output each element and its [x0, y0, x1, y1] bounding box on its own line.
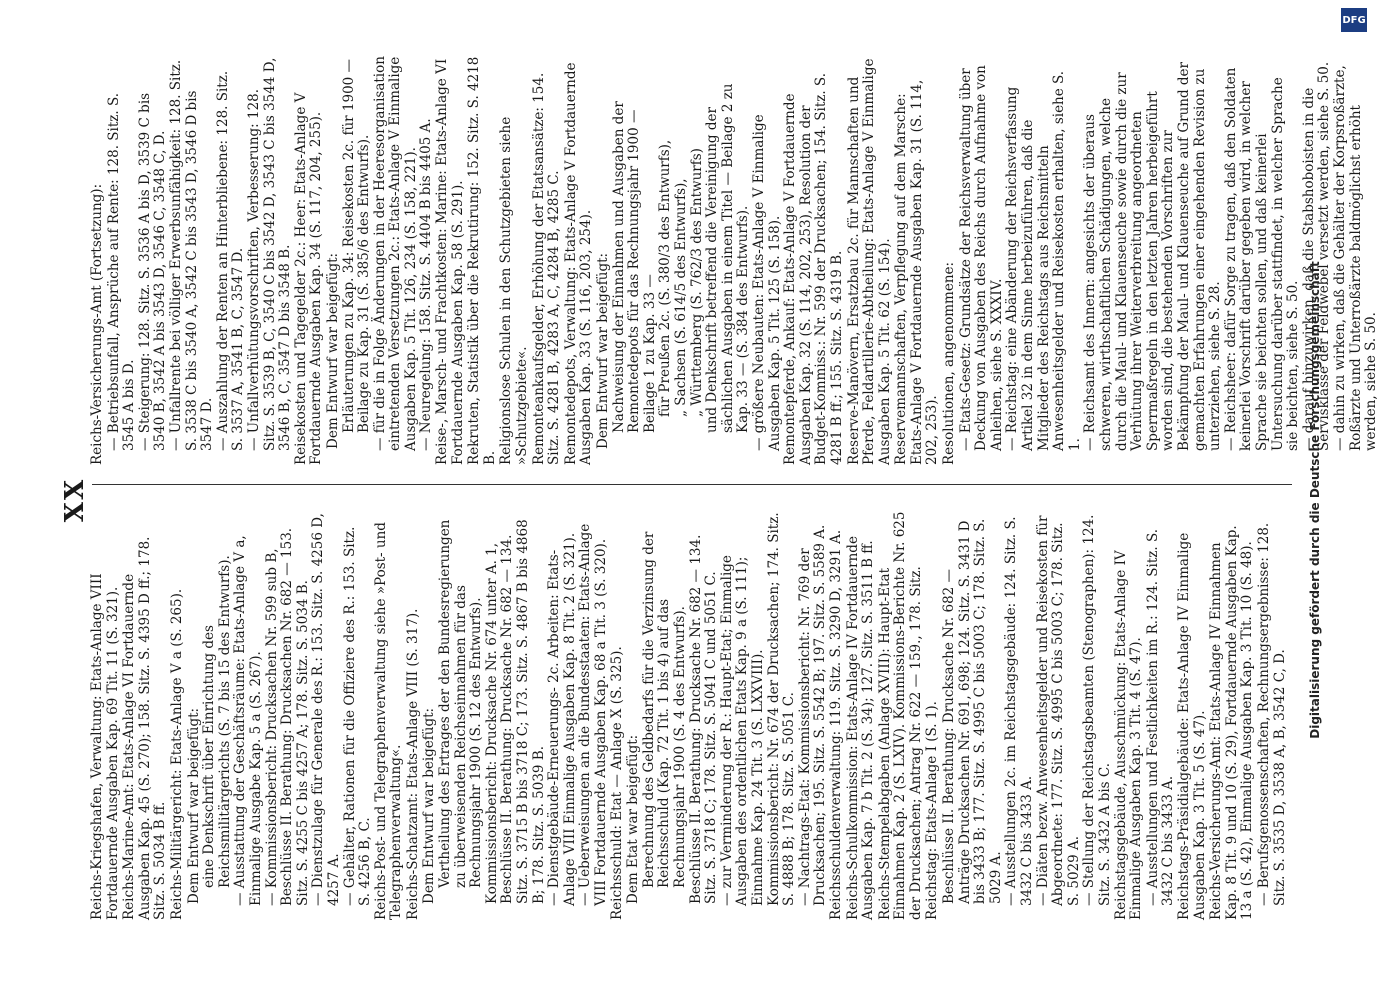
index-entry: — Ausstellungen und Festlichkeiten im R.: 124. Sitz. S. 3432 C bis 3433 A.	[1146, 510, 1177, 920]
right-column	[90, 55, 1380, 465]
page-number: XX	[60, 477, 90, 523]
index-entry: Erläuterungen zu Kap. 34: Reisekosten 2c. für 1900 — Beilage zu Kap. 31 (S. 385/6 des Entwurfs).	[340, 58, 373, 433]
index-entry: — Ausstellungen 2c. im Reichstagsgebäude: 124. Sitz. S. 3432 C bis 3433 A.	[1004, 510, 1035, 920]
index-entry: — Unfallverhütungsvorschriften, Verbesserung: 128. Sitz. S. 3539 B, C, 3540 C bis 3542 D, 3543 C bis 3544 D, 3546 B, C, 3547 D bis 3548 B.	[247, 55, 294, 465]
index-entry: Remontedepots, Verwaltung: Etats-Anlage V Fortdauernde Ausgaben Kap. 33 (S. 116, 203, 254).	[562, 62, 595, 465]
index-entry: — Etats-Gesetz: Grundsätze der Reichsverwaltung über Deckung von Ausgaben des Reichs durch Aufnahme von Anleihen, siehe S. XXXIV.	[959, 55, 1006, 465]
index-entry: Dem Entwurf war beigefügt:	[185, 707, 202, 904]
index-entry: Dem Entwurf war beigefügt:	[421, 707, 438, 904]
index-entry: Reichsschuldenverwaltung: 119. Sitz. S. 3290 D, 3291 A.	[827, 529, 844, 920]
index-entry: Religionslose Schulen in den Schutzgebieten siehe »Schutzgebiete«.	[498, 116, 531, 465]
index-entry: eine Denkschrift über Einrichtung des Reichsmilitärgerichts (S. 7 bis 15 des Entwurfs).	[201, 555, 233, 888]
index-entry: — für die in Folge Änderungen in der Heeresorganisation eintretenden Versetzungen 2c.: Etats-Anlage V Einmalige Ausgaben Kap. 5 Tit. 126, 234 (S. 158, 221).	[373, 55, 420, 465]
index-entry: — Reichsheer: dafür Sorge zu tragen, daß den Soldaten keinerlei Vorschrift darüber gegeben wird, in welcher Sprache sie beichten sollen, und daß keinerlei Untersuchung darüber stattfindet, in welcher Sprache sie beichten, siehe S. 50.	[1224, 55, 1302, 465]
index-entry: Rekruten, Statistik über die Rekrutirung: 152. Sitz. S. 4218 B.	[466, 56, 498, 465]
index-entry: Kommissionsbericht: Drucksache Nr. 674 unter A. 1, Beschlüsse II. Berathung: Drucksache Nr. 682 — 134. Sitz. S. 3715 B bis 3718 C; 173. Sitz. S. 4867 B bis 4868 B; 178. Sitz. S. 5039 B.	[483, 519, 547, 904]
index-entry: Dem Etat war beigefügt:	[625, 734, 642, 904]
index-entry: — Neuregelung: 158. Sitz. S. 4404 B bis 4405 A.	[419, 55, 435, 465]
index-entry: Reservemannschaften, Verpflegung auf dem Marsche: Etats-Anlage V Fortdauernde Ausgaben Kap. 31 (S. 114, 202, 253).	[893, 79, 941, 465]
index-entry: Reichs-Versicherungs-Amt (Fortsetzung):	[89, 183, 105, 465]
index-entry: Reichs-Marine-Amt: Etats-Anlage VI Fortdauernde Ausgaben Kap. 45 (S. 270); 158. Sitz. S. 4395 D ff.; 178. Sitz. S. 5034 B ff.	[121, 536, 169, 920]
index-entry: — größere Neubauten: Etats-Anlage V Einmalige Ausgaben Kap. 5 Tit. 125 (S. 158).	[752, 55, 783, 465]
index-entry: für Preußen 2c. (S. 380/3 des Entwurfs),	[657, 139, 674, 417]
index-entry: — Ausstattung der Geschäftsräume: Etats-Anlage V a, Einmalige Ausgabe Kap. 5 a (S. 267).	[233, 510, 264, 920]
index-entry: — Diäten bezw. Anwesenheitsgelder und Reisekosten für Abgeordnete: 177. Sitz. S. 4995 C bis 5003 C; 178. Sitz. S. 5029 A.	[1036, 510, 1083, 920]
left-column	[90, 510, 1288, 920]
index-entry: Reichstag: Etats-Anlage I (S. 1).	[924, 701, 941, 920]
index-entry: Reichs-Kriegshafen, Verwaltung: Etats-Anlage VIII Fortdauernde Ausgaben Kap. 69 Tit. 11 (S. 321).	[89, 573, 121, 920]
index-entry: — dahin zu wirken, daß die Gehälter der Korpsroßärzte, Roßärzte und Unterroßärzte baldmöglichst erhöht werden, siehe S. 50.	[1333, 55, 1380, 465]
index-entry: Reichs-Schatzamt: Etats-Anlage VIII (S. 317).	[404, 608, 421, 920]
index-entry: Beschlüsse II. Berathung: Drucksache Nr. 682 — 134. Sitz. S. 3718 C; 178. Sitz. S. 5041 C und 5051 C.	[687, 534, 720, 904]
index-entry: Reichs-Versicherungs-Amt: Etats-Anlage IV Einnahmen Kap. 8 Tit. 9 und 10 (S. 29), Fortdauernde Ausgaben Kap. 13 a (S. 42), Einmalige Ausgaben Kap. 3 Tit. 10 (S. 48).	[1208, 525, 1256, 920]
dfg-logo	[1343, 0, 1379, 40]
index-entry: — Auszahlung der Renten an Hinterbliebene: 128. Sitz. S. 3537 A, 3541 B, C, 3547 D.	[216, 55, 247, 465]
index-entry: Beschlüsse II. Berathung: Drucksache Nr. 682 — Anträge Drucksachen Nr. 691, 698; 124. Sitz. S. 3431 D bis 3433 B; 177. Sitz. S. 4995 C bis 5003 C; 178. Sitz. S. 5029 A.	[941, 518, 1004, 904]
index-entry: Reichstags-Präsidialgebäude: Etats-Anlage IV Einmalige Ausgaben Kap. 3 Tit. 5 (S. 47).	[1175, 532, 1208, 920]
index-entry: — Reichstag: eine Abänderung der Reichsverfassung Artikel 32 in dem Sinne herbeizuführen, daß die Mitglieder des Reichstags aus Reichsmitteln Anwesenheitsgelder und Reisekosten erhalten, siehe S. 1.	[1005, 55, 1083, 465]
index-entry: Reichs-Stempelabgaben (Anlage XVIII): Haupt-Etat Einnahmen Kap. 2 (S. LXIV). Kommissions-Berichte Nr. 625 der Drucksachen; Antrag Nr. 622 — 159., 178. Sitz.	[876, 511, 924, 920]
index-entry: — Reichsamt des Innern: angesichts der überaus schweren, wirthschaftlichen Schädigungen, welche durch die Maul- und Klauenseuche sowie durch die zur Verhütung ihrer Weiterverbreitung angeordneten Sperrmaßregeln in den letzten Jahren herbeigeführt worden sind, die bestehenden Vorschriften zur Bekämpfung der Maul- und Klauenseuche auf Grund der gemachten Erfahrungen einer eingehenden Revision zu unterziehen, siehe S. 28.	[1083, 55, 1223, 465]
index-entry: — Nachtrags-Etat: Kommissionsbericht: Nr. 769 der Drucksachen; 195. Sitz. S. 5542 B; 197. Sitz. S. 5589 A.	[798, 510, 829, 920]
index-entry: Resolutionen, angenommene:	[941, 261, 958, 465]
index-entry: — zur Verminderung der R.: Haupt-Etat; Einmalige Ausgaben des ordentlichen Etats Kap. 9 a (S. 111); Einnahme Kap. 24 Tit. 3 (S. LXXVIII). Kommissionsbericht: Nr. 674 der Drucksachen; 174. Sitz. S. 4888 B; 178. Sitz. S. 5051 C.	[720, 510, 798, 920]
index-entry: Berechnung des Geldbedarfs für die Verzinsung der Reichsschuld (Kap. 72 Tit. 1 bis 4) auf das Rechnungsjahr 1900 (S. 4 des Entwurfs).	[640, 531, 688, 888]
index-entry: — Kommissionsbericht: Drucksachen Nr. 599 sub B, Beschlüsse II. Berathung: Drucksachen Nr. 682 — 153. Sitz. S. 4255 C bis 4257 A; 178. Sitz. S. 5034 B.	[265, 510, 312, 920]
index-entry: „ Sachsen (S. 614/5 des Entwurfs),	[672, 178, 689, 417]
index-entry: — Betriebsunfall, Ansprüche auf Rente: 128. Sitz. S. 3545 A bis D.	[107, 55, 138, 465]
index-entry: Reserve-Manövern, Ersatzbau 2c. für Mannschaften und Pferde, Feldartillerie-Abtheilung: Etats-Anlage V Einmalige Ausgaben Kap. 5 Tit. 62 (S. 154).	[845, 58, 893, 465]
index-entry: „ Württemberg (S. 762/3 des Entwurfs)	[688, 148, 705, 417]
index-entry: Reichs-Post- und Telegraphenverwaltung siehe »Post- und Telegraphenverwaltung«.	[372, 522, 405, 920]
index-entry: Reisekosten und Tagegelder 2c.: Heer: Etats-Anlage V Fortdauernde Ausgaben Kap. 34 (S. 117, 204, 255).	[292, 92, 325, 465]
index-entry: Remontepferde, Ankauf: Etats-Anlage V Fortdauernde Ausgaben Kap. 32 (S. 114, 202, 253), Resolution der Budget-Kommiss.: Nr. 599 der Drucksachen; 154. Sitz. S. 4281 B ff.; 155. Sitz. S. 4319 B.	[782, 73, 845, 465]
dfg-logo-mark: DFG	[1341, 8, 1367, 32]
index-entry: — Stellung der Reichstagsbeamten (Stenographen): 124. Sitz. S. 3432 A bis C.	[1082, 510, 1113, 920]
index-entry: — Dienstzulage für Generale des R.: 153. Sitz. S. 4256 D, 4257 A.	[311, 510, 342, 920]
index-entry: Reichsschuld: Etat — Anlage X (S. 325).	[608, 646, 625, 920]
index-entry: — Ueberweisungen an die Bundesstaaten: Etats-Anlage VIII Fortdauernde Ausgaben Kap. 68 a Tit. 3 (S. 320).	[578, 510, 609, 920]
index-entry: — Dienstgebäude-Erneuerungs- 2c. Arbeiten: Etats-Anlage VIII Einmalige Ausgaben Kap. 8 Tit. 2 (S. 321).	[547, 510, 578, 920]
column-divider	[92, 484, 1292, 485]
index-entry: Remonteankaufsgelder, Erhöhung der Etatsansätze: 154. Sitz. S. 4281 B, 4283 A, C, 4284 B, 4285 C.	[530, 72, 563, 465]
index-entry: Reichstagsgebäude, Ausschmückung: Etats-Anlage IV Einmalige Ausgaben Kap. 3 Tit. 4 (S. 47).	[1112, 550, 1145, 920]
index-entry: — Unfallrente bei völliger Erwerbsunfähigkeit: 128. Sitz. S. 3538 C bis 3540 A, 3542 C bis 3543 D, 3546 D bis 3547 D.	[169, 55, 216, 465]
index-entry: Vertheilung des Ertrages der den Bundesregierungen zu überweisenden Reichseinnahmen für das Rechnungsjahr 1900 (S. 12 des Entwurfs).	[437, 519, 485, 888]
index-entry: Nachweisung der Einnahmen und Ausgaben der Remontedepots für das Rechnungsjahr 1900 — Beilage 1 zu Kap. 33 —	[610, 101, 658, 433]
index-entry: Reichs-Schulkommission: Etats-Anlage IV Fortdauernde Ausgaben Kap. 7 b Tit. 2 (S. 34); 127. Sitz. S. 3511 B ff.	[844, 536, 877, 920]
index-entry: — Berufsgenossenschaften, Rechnungsergebnisse: 128. Sitz. S. 3535 D, 3538 A, B, 3542 C, D.	[1257, 510, 1288, 920]
dfg-credit-text: Digitalisierung gefördert durch die Deutsche Forschungsgemeinschaft	[1308, 261, 1322, 739]
index-entry: Dem Entwurf war beigefügt:	[595, 252, 611, 449]
index-entry: Dem Entwurf war beigefügt:	[324, 252, 341, 449]
index-entry: — darauf hinzuwirken, daß die Stabshoboisten in die Servisklasse der Feldwebel versetzt werden, siehe S. 50.	[1302, 55, 1333, 465]
index-entry: — Gehälter, Rationen für die Offiziere des R.: 153. Sitz. S. 4256 B, C.	[343, 510, 374, 920]
index-entry: und Denkschrift betreffend die Vereinigung der sächlichen Ausgaben in einem Titel — Beilage 2 zu Kap. 33 — (S. 384 des Entwurfs).	[704, 83, 752, 433]
index-entry: — Steigerung: 128. Sitz. S. 3536 A bis D, 3539 C bis 3540 B, 3542 A bis 3543 D, 3546 C, 3548 C, D.	[138, 55, 169, 465]
index-entry: Reise-, Marsch- und Frachtkosten: Marine: Etats-Anlage VI Fortdauernde Ausgaben Kap. 58 (S. 291).	[434, 58, 466, 465]
index-entry: Reichs-Militärgericht: Etats-Anlage V a (S. 265).	[168, 588, 185, 920]
